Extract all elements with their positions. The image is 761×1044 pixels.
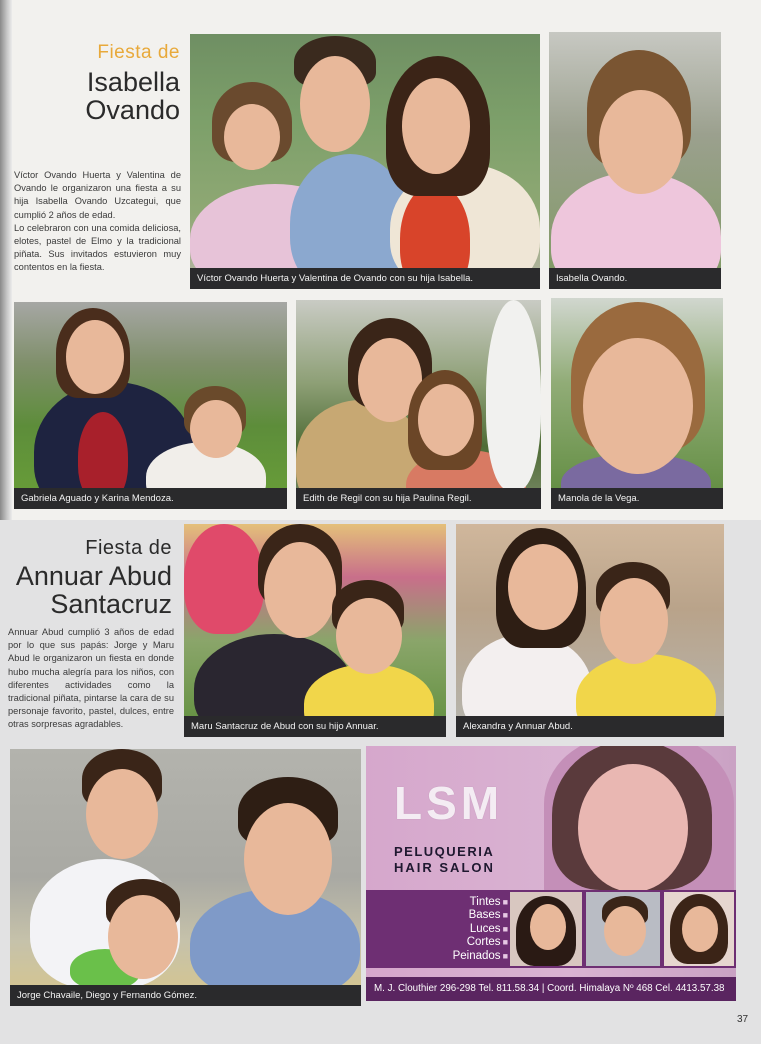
face [604,906,646,956]
photo-edith-paulina [296,300,541,509]
face [190,400,242,458]
caption-edith-paulina: Edith de Regil con su hija Paulina Regil. [296,488,541,509]
model-face [578,764,688,892]
isabella-name-line1: Isabella [86,67,180,97]
isabella-name-line2: Ovando [85,95,180,125]
ad-thumb-2 [586,892,660,966]
service-item: Cortes ■ [466,936,508,949]
photo-maru-annuar [184,524,446,737]
face [300,56,370,152]
service-item: Peinados ■ [452,949,508,962]
photo-isabella [549,32,721,289]
isabella-paragraph-2: Lo celebraron con una comida deliciosa, elotes, pastel de Elmo y la tradicional piñata. Sus invitados estuvieron muy contentos en la fiesta. [14,222,181,273]
annuar-article-text [8,626,174,732]
page-number: 37 [737,1014,749,1025]
service-item: Luces ■ [469,922,508,935]
face [264,542,336,638]
service-item: Tintes ■ [469,896,508,908]
service-item: Bases ■ [468,909,508,922]
photo-jorge-diego-fernando [10,749,361,1006]
face [508,544,578,630]
face [224,104,280,170]
person-figure [486,300,541,490]
annuar-name-line1: Annuar Abud [15,561,172,591]
face [86,769,158,859]
caption-maru-annuar: Maru Santacruz de Abud con su hijo Annuar. [184,716,446,737]
face [244,803,332,915]
photo-alexandra-annuar [456,524,724,737]
caption-jorge-diego-fernando: Jorge Chavaile, Diego y Fernando Gómez. [10,985,361,1006]
face [418,384,474,456]
face [600,578,668,664]
caption-manola: Manola de la Vega. [551,488,723,509]
ad-thumb-3 [664,892,734,966]
person-figure [184,524,264,634]
isabella-kicker: Fiesta de [97,42,180,63]
face [66,320,124,394]
ad-contact-strip: M. J. Clouthier 296-298 Tel. 811.58.34 | Coord. Himalaya Nº 468 Cel. 4413.57.38 [366,977,736,1001]
lsm-logo: LSM [394,777,504,829]
caption-family-ovando: Víctor Ovando Huerta y Valentina de Ovando con su hija Isabella. [190,268,540,289]
caption-isabella: Isabella Ovando. [549,268,721,289]
caption-alexandra-annuar: Alexandra y Annuar Abud. [456,716,724,737]
caption-gabriela-karina: Gabriela Aguado y Karina Mendoza. [14,488,287,509]
annuar-name-line2: Santacruz [50,589,172,619]
annuar-kicker: Fiesta de [85,537,172,559]
annuar-title-block [10,537,172,618]
ad-services-list [444,896,508,963]
ad-subtitle-hair-salon: HAIR SALON [394,860,495,875]
face [583,338,693,474]
isabella-article-text [14,169,181,275]
lsm-advertisement [366,746,736,1001]
face [599,90,683,194]
ad-thumb-1 [510,892,582,966]
face [402,78,470,174]
photo-family-ovando [190,34,540,289]
face [530,904,566,950]
photo-manola [551,298,723,509]
photo-gabriela-karina [14,302,287,509]
annuar-paragraph: Annuar Abud cumplió 3 años de edad por lo que sus papás: Jorge y Maru Abud le organizaron un fiesta en donde hubo mucha alegría para los niños, con diferentes actividades como la tradicional piñata, pintarse la cara de su personaje favorito, pastel, dulces, entre otras sorpresas agradables. [8,627,174,730]
face [108,895,178,979]
isabella-title-block [40,42,180,124]
isabella-paragraph-1: Víctor Ovando Huerta y Valentina de Ovando le organizaron una fiesta a su hija Isabella Ovando Uzcategui, que cumplió 2 años de edad. [14,170,181,220]
ad-subtitle-peluqueria: PELUQUERIA [394,844,495,859]
face [336,598,402,674]
face [682,906,718,952]
